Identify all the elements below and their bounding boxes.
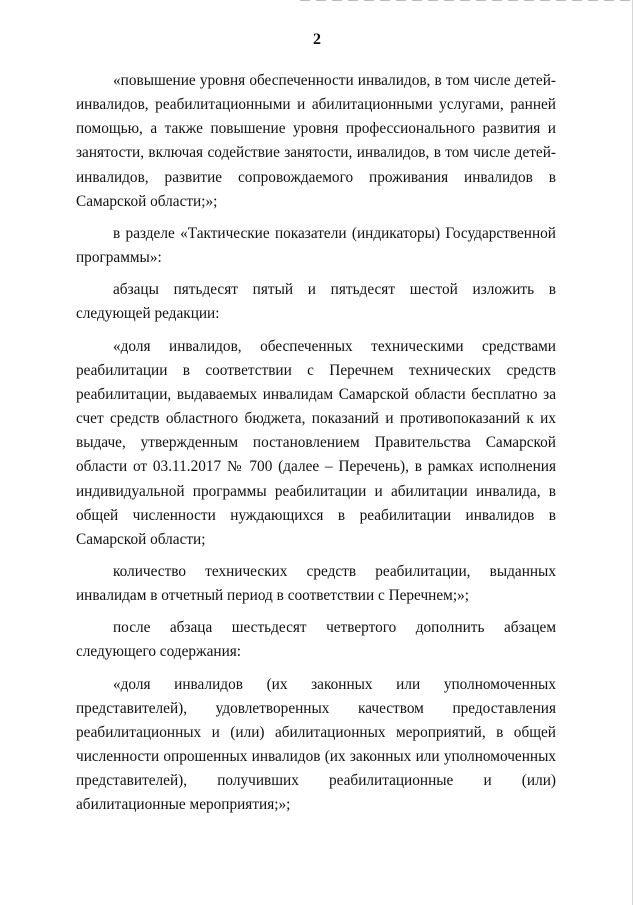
paragraph-indicator-share: «доля инвалидов, обеспеченных техническими средствами реабилитации в соответствии с Перечнем технических средств реабилитации, выдаваемых инвалидам Самарской области бесплатно за счет средств областного бюджета, показаний и противопоказаний к их выдаче, утвержденным постановлением Правительства Самарской области от 03.11.2017 № 700 (далее – Перечень), в рамках исполнения индивидуальной программы реабилитации и абилитации инвалида, в общей численности нуждающихся в реабилитации инвалидов в Самарской области; bbox=[76, 337, 556, 548]
paragraph-add-instruction: после абзаца шестьдесят четвертого дополнить абзацем следующего содержания: bbox=[76, 619, 556, 661]
scan-edge-right bbox=[632, 0, 633, 905]
paragraph-section-reference: в разделе «Тактические показатели (индикаторы) Государственной программы»: bbox=[76, 224, 556, 267]
paragraph-amend-instruction: абзацы пятьдесят пятый и пятьдесят шестой изложить в следующей редакции: bbox=[76, 281, 556, 323]
page-number: 2 bbox=[313, 31, 321, 48]
paragraph-goal-quote: «повышение уровня обеспеченности инвалидов, в том числе детей-инвалидов, реабилитационными и абилитационными услугами, ранней помощью, а также повышение уровня профессионального развития и занятости, включая содействие занятости, инвалидов, в том числе детей-инвалидов, развитие сопровождаемого проживания инвалидов в Самарской области;»; bbox=[76, 72, 556, 210]
scan-edge-top bbox=[300, 0, 634, 1]
paragraph-indicator-count: количество технических средств реабилитации, выданных инвалидам в отчетный период в соответствии с Перечнем;»; bbox=[76, 562, 556, 605]
paragraph-indicator-satisfaction: «доля инвалидов (их законных или уполномоченных представителей), удовлетворенных качеством предоставления реабилитационных и (или) абилитационных мероприятий, в общей численности опрошенных инвалидов (их законных или уполномоченных представителей), получивших реабилитационные и (или) абилитационные мероприятия;»; bbox=[76, 675, 556, 814]
document-body bbox=[76, 69, 556, 818]
